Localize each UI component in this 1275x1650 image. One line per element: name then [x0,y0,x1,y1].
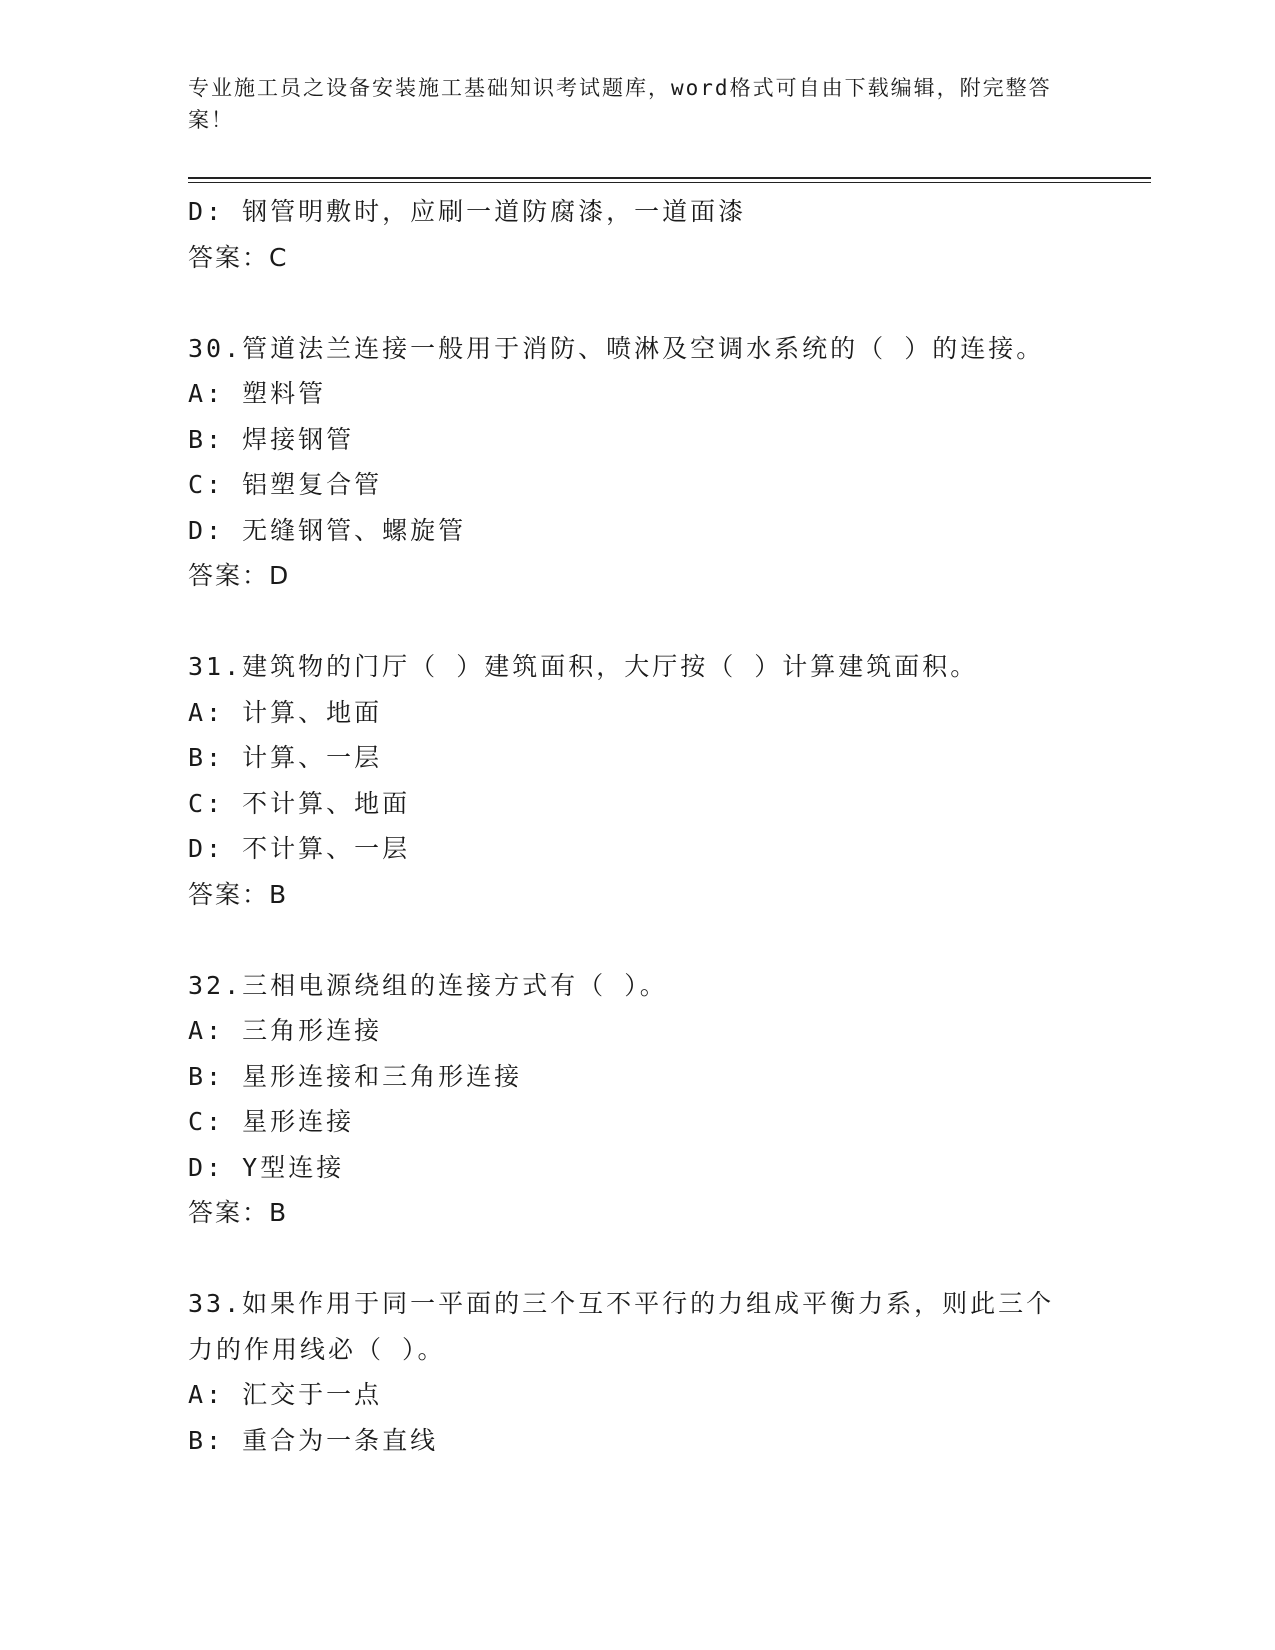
question-30-answer: 答案：D [188,561,291,590]
prev-answer: 答案：C [188,242,289,272]
question-31-option-b: B: 计算、一层 [188,743,383,772]
header-divider-thick [188,177,1151,179]
question-33-stem-line-2: 力的作用线必（ ）。 [188,1334,446,1364]
question-30-option-c: C: 铝塑复合管 [188,470,383,499]
question-30-option-a: A: 塑料管 [188,379,327,408]
question-30-stem: 30.管道法兰连接一般用于消防、喷淋及空调水系统的（ ）的连接。 [188,333,1045,363]
question-list [188,189,1088,1463]
question-33-option-b: B: 重合为一条直线 [188,1425,439,1455]
spacer [188,281,1088,326]
question-33-option-a: A: 汇交于一点 [188,1380,383,1409]
prev-option-d: D: 钢管明敷时，应刷一道防腐漆，一道面漆 [188,197,747,226]
question-30-option-d: D: 无缝钢管、螺旋管 [188,515,467,545]
question-31-option-a: A: 计算、地面 [188,697,383,727]
spacer [188,599,1088,644]
spacer [188,1236,1088,1281]
question-32-stem: 32.三相电源绕组的连接方式有（ ）。 [188,970,668,1000]
question-32-option-d: D: Y型连接 [188,1152,345,1182]
header-divider-thin [188,182,1151,183]
question-31-stem: 31.建筑物的门厅（ ）建筑面积，大厅按（ ）计算建筑面积。 [188,652,979,681]
question-32-option-b: B: 星形连接和三角形连接 [188,1061,523,1091]
question-32-answer: 答案：B [188,1198,289,1227]
question-33-stem-line-1: 33.如果作用于同一平面的三个互不平行的力组成平衡力系，则此三个 [188,1289,1055,1318]
question-31-option-d: D: 不计算、一层 [188,834,411,863]
question-32-option-c: C: 星形连接 [188,1107,355,1136]
document-header: 专业施工员之设备安装施工基础知识考试题库，word格式可自由下载编辑，附完整答案！ [188,76,1052,132]
question-31-answer: 答案：B [188,879,289,909]
question-32-option-a: A: 三角形连接 [188,1016,383,1045]
question-30-option-b: B: 焊接钢管 [188,424,355,454]
spacer [188,918,1088,963]
question-31-option-c: C: 不计算、地面 [188,788,411,818]
